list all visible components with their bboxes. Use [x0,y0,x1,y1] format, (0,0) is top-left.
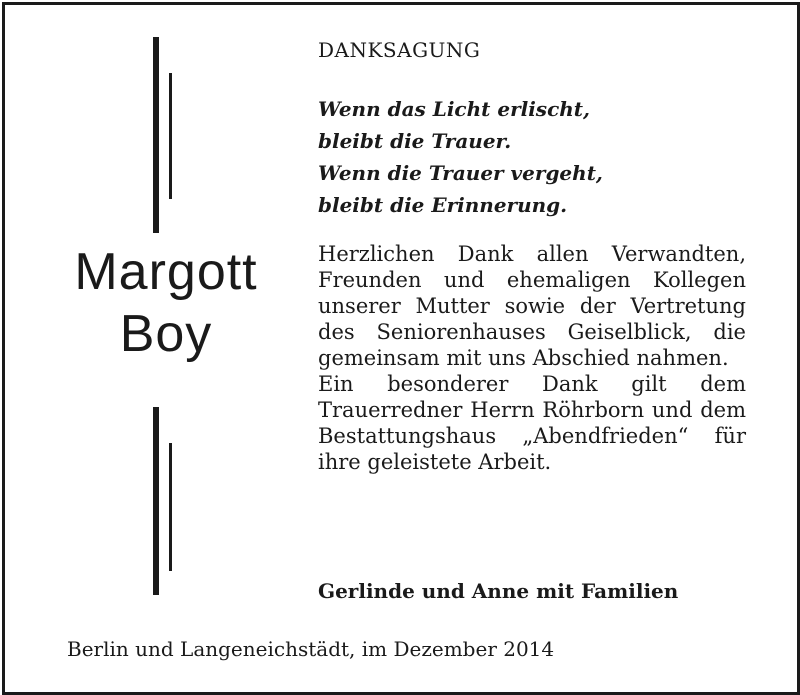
decorative-bar-bottom-left [153,407,159,595]
poem-line: bleibt die Erinnerung. [318,193,568,217]
poem [318,93,746,221]
notice-frame [2,2,800,695]
deceased-first-name: Margott [74,243,258,301]
decorative-bar-bottom-right [169,443,172,571]
place-and-date: Berlin und Langeneichstädt, im Dezember 2014 [67,637,555,661]
deceased-name [35,241,297,365]
poem-line: Wenn die Trauer vergeht, [318,161,603,185]
deceased-last-name: Boy [119,305,213,363]
thanks-paragraph-1: Herzlichen Dank allen Verwandten, Freunden und ehemaligen Kollegen unserer Mutter sowie der Vertretung des Seniorenhauses Geiselblick, die gemeinsam mit uns Abschied nahmen. [318,242,746,370]
notice-heading: DANKSAGUNG [318,38,481,62]
decorative-bar-top-left [153,37,159,233]
thanks-text [318,241,746,475]
signature: Gerlinde und Anne mit Familien [318,579,679,603]
poem-line: bleibt die Trauer. [318,129,512,153]
thanks-paragraph-2: Ein besonderer Dank gilt dem Trauerredner Herrn Röhrborn und dem Bestattungshaus „Abendfrieden“ für ihre geleistete Arbeit. [318,372,746,474]
decorative-bar-top-right [169,73,172,199]
poem-line: Wenn das Licht erlischt, [318,97,590,121]
